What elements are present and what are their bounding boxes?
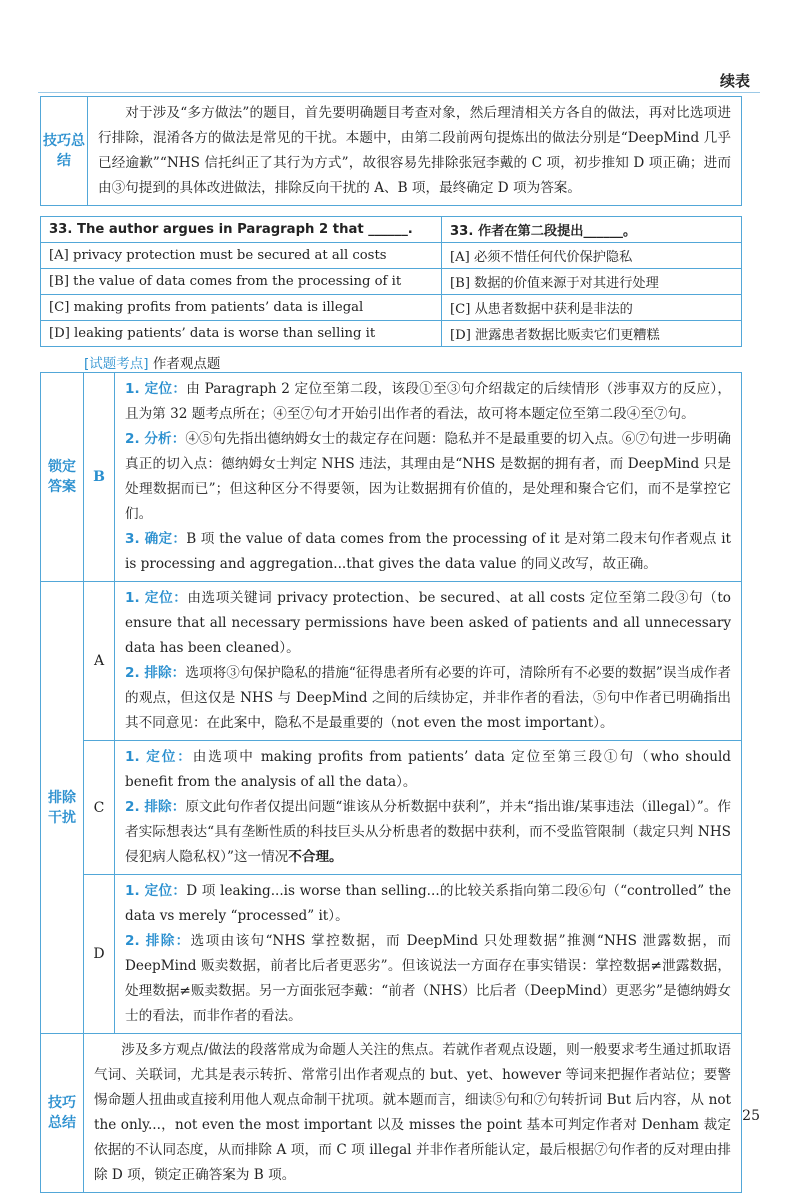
option-d-en: [D] leaking patients’ data is worse than selling it [41,321,442,347]
tip-label-top: 技巧总结 [41,97,88,206]
exam-point [84,352,220,372]
exclude-letter-a: A [84,582,115,741]
lock-answer-body [115,373,742,582]
page-number: 25 [742,1108,760,1124]
exclude-c-body: 1. 定位：由选项中 making profits from patients’ data 定位至第三段①句（who should benefit from the analysis of all the data）。 2. 排除：原文此句作者仅提出问题“谁该从分析数据中获利”，并未“指出谁/某事违法（illegal）”。作者实际想表达“具有垄断性质的科技巨头从分析患者的数据中获利，而不受监管限制（裁定只判 NHS 侵犯病人隐私权）”这一情况不合理。 [115,741,742,875]
correct-answer-letter: B [84,373,115,582]
analysis-table [40,372,742,1193]
exclude-d-body: 1. 定位：D 项 leaking...is worse than selling...的比较关系指向第二段⑥句（“controlled” the data vs merely “processed” it）。 2. 排除：选项由该句“NHS 掌控数据，而 DeepMind 只处理数据”推测“NHS 泄露数据，而 DeepMind 贩卖数据，前者比后者更恶劣”。但该说法一方面存在事实错误：掌控数据≠泄露数据，处理数据≠贩卖数据。另一方面张冠李戴：“前者（NHS）比后者（DeepMind）更恶劣”是德纳姆女士的看法，而非作者的看法。 [115,875,742,1034]
exclude-letter-d: D [84,875,115,1034]
question-table [40,216,742,347]
lock-step-2: 2. 分析：④⑤句先指出德纳姆女士的裁定存在问题：隐私并不是最重要的切入点。⑥⑦句进一步明确真正的切入点：德纳姆女士判定 NHS 违法，其理由是“NHS 是数据的拥有者，而 DeepMind 只是处理数据而已”；但这种区分不得要领，因为让数据拥有价值的，是处理和聚合它们，而不是掌控它们。 [125,431,732,522]
lock-step-3: 3. 确定：B 项 the value of data comes from the processing of it 是对第二段末句作者观点 it is processing and aggregation...that gives the data value 的同义改写，故正确。 [125,531,732,572]
question-stem-cn: 33. 作者在第二段提出______。 [442,217,742,243]
continued-label: 续表 [719,72,750,90]
option-c-en: [C] making profits from patients’ data is illegal [41,295,442,321]
tip-box-top [40,96,742,206]
tip-text-top: 对于涉及“多方做法”的题目，首先要明确题目考查对象，然后理清相关方各自的做法，再对比选项进行排除，混淆各方的做法是常见的干扰。本题中，由第二段前两句提炼出的做法分别是“DeepMind 几乎已经逾歉”“NHS 信托纠正了其行为方式”，故很容易先排除张冠李戴的 C 项，初步推知 D 项正确；进而由③句提到的具体改进做法，排除反向干扰的 A、B 项，最终确定 D 项为答案。 [88,97,742,206]
option-b-cn: [B] 数据的价值来源于对其进行处理 [442,269,742,295]
tip-text-bottom: 涉及多方观点/做法的段落常成为命题人关注的焦点。若就作者观点设题，则一般要求考生通过抓取语气词、关联词，尤其是表示转折、常常引出作者观点的 but、yet、however 等词来把握作者站位；要警惕命题人扭曲或直接利用他人观点命制干扰项。就本题而言，细读⑤句和⑦句转折词 But 后内容，从 not the only...，not even the most important 以及 misses the point 基本可判定作者对 Denham 裁定依据的不认同态度，从而排除 A 项，而 C 项 illegal 并非作者所能认定，最后根据⑦句作者的反对理由排除 D 项，锁定正确答案为 B 项。 [84,1034,742,1193]
exam-point-text: 作者观点题 [152,356,221,372]
lock-step-1: 1. 定位：由 Paragraph 2 定位至第二段，该段①至③句介绍裁定的后续情形（涉事双方的反应），且为第 32 题考点所在；④至⑦句才开始引出作者的看法，故可将本题定位至第二段④至⑦句。 [125,381,731,422]
option-b-en: [B] the value of data comes from the processing of it [41,269,442,295]
header-divider [38,92,760,93]
exam-point-tag: [试题考点] [84,356,149,372]
option-a-en: [A] privacy protection must be secured at all costs [41,243,442,269]
exclude-a-body: 1. 定位：由选项关键词 privacy protection、be secured、at all costs 定位至第二段③句（to ensure that all necessary permissions have been asked of patients and all unnecessary data has been cleaned）。 2. 排除：选项将③句保护隐私的措施“征得患者所有必要的许可，清除所有不必要的数据”误当成作者的观点，但这仅是 NHS 与 DeepMind 之间的后续协定，并非作者的看法，⑤句中作者已明确指出其不同意见：在此案中，隐私不是最重要的（not even the most important）。 [115,582,742,741]
option-c-cn: [C] 从患者数据中获利是非法的 [442,295,742,321]
option-d-cn: [D] 泄露患者数据比贩卖它们更糟糕 [442,321,742,347]
lock-answer-label: 锁定答案 [41,373,84,582]
option-a-cn: [A] 必须不惜任何代价保护隐私 [442,243,742,269]
exclude-letter-c: C [84,741,115,875]
question-stem-en: 33. The author argues in Paragraph 2 that ______. [41,217,442,243]
exclude-label: 排除干扰 [41,582,84,1034]
tip-label-bottom: 技巧总结 [41,1034,84,1193]
